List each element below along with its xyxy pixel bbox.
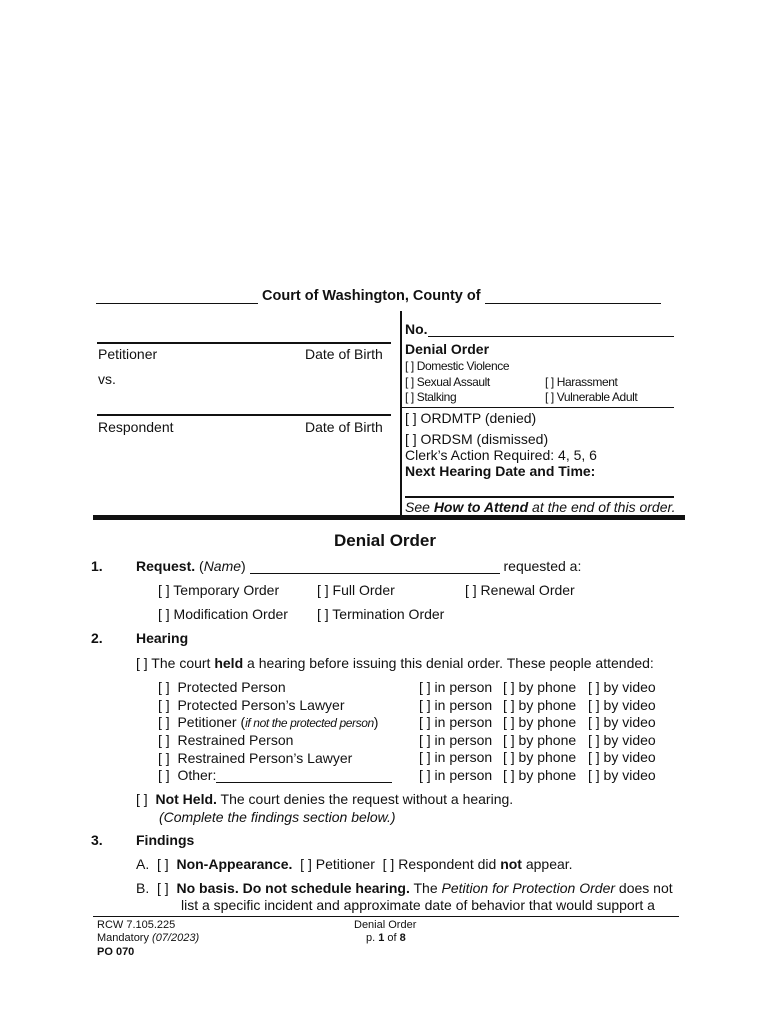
in-person-checkbox[interactable]: [ ] in person [419,766,493,783]
type-sexual-assault[interactable]: [ ] Sexual Assault [405,375,490,389]
next-hearing-blank[interactable] [405,496,674,498]
by-video-checkbox[interactable]: [ ] by video [588,696,656,713]
in-person-checkbox[interactable]: [ ] in person [419,749,493,766]
non-appearance-petitioner[interactable]: [ ] Petitioner [300,856,375,872]
court-title-line [96,288,661,304]
complete-findings-note: (Complete the findings section below.) [159,809,396,825]
footer-page-number: p. 1 of 8 [366,932,406,944]
vs-label: vs. [98,371,116,387]
type-domestic-violence[interactable]: [ ] Domestic Violence [405,359,510,373]
footer-center-title: Denial Order [354,919,417,931]
respondent-name-line[interactable] [97,414,391,416]
by-video-column [588,679,656,785]
hearing-held-checkbox[interactable]: [ ] The court held a hearing before issuing this denial order. These people attended: [136,655,654,671]
dob-label-petitioner: Date of Birth [305,346,383,362]
non-appearance-respondent[interactable]: [ ] Respondent did not appear. [382,856,573,872]
option-renewal-order[interactable]: [ ] Renewal Order [465,582,575,598]
option-temporary-order[interactable]: [ ] Temporary Order [158,582,280,598]
ordmtp-checkbox[interactable]: [ ] ORDMTP (denied) [405,410,537,426]
by-video-checkbox[interactable]: [ ] by video [588,749,656,766]
finding-b-no-basis[interactable]: B. [ ] No basis. Do not schedule hearing. The Petition for Protection Order does not [136,880,673,896]
in-person-checkbox[interactable]: [ ] in person [419,731,493,748]
in-person-checkbox[interactable]: [ ] in person [419,714,493,731]
case-number-label: No. [405,321,428,337]
clerks-action: Clerk’s Action Required: 4, 5, 6 [405,447,597,463]
requested-label: requested a: [503,558,582,574]
petitioner-name-line[interactable] [97,342,391,344]
attendee-row[interactable]: [ ] Protected Person’s Lawyer [158,697,345,713]
case-number-blank[interactable] [428,336,674,337]
section2-number: 2. [91,630,103,646]
attendee-row[interactable]: [ ] Restrained Person [158,732,294,748]
county-blank[interactable] [485,303,661,304]
section1-number: 1. [91,558,103,574]
type-vulnerable-adult[interactable]: [ ] Vulnerable Adult [545,390,638,404]
how-to-attend-link[interactable]: How to Attend [433,499,529,515]
caption-divider [400,311,402,517]
court-blank[interactable] [96,303,258,304]
next-hearing-label: Next Hearing Date and Time: [405,463,596,479]
footer-rule [93,916,679,917]
attendee-row[interactable]: [ ] Petitioner (if not the protected person) [158,714,379,730]
footer-mandatory: Mandatory (07/2023) [97,932,200,944]
other-attendee-blank[interactable] [216,782,392,783]
requester-name-blank[interactable] [250,573,500,574]
in-person-column [419,679,492,785]
in-person-checkbox[interactable]: [ ] in person [419,696,493,713]
section2-label: Hearing [136,630,189,646]
respondent-label: Respondent [98,419,174,435]
attendee-row[interactable]: [ ] Protected Person [158,679,286,695]
option-modification-order[interactable]: [ ] Modification Order [158,606,288,622]
by-video-checkbox[interactable]: [ ] by video [588,766,656,783]
by-phone-checkbox[interactable]: [ ] by phone [503,679,577,695]
footer-rcw: RCW 7.105.225 [97,919,176,931]
type-harassment[interactable]: [ ] Harassment [545,375,618,389]
section1-request-line: Request. (Name) requested a: [136,558,582,574]
option-termination-order[interactable]: [ ] Termination Order [317,606,445,622]
by-video-checkbox[interactable]: [ ] by video [588,679,656,695]
section1-label: Request. [136,558,196,574]
section3-label: Findings [136,832,195,848]
finding-a-non-appearance[interactable]: A. [ ] Non-Appearance. [ ] Petitioner [ ] Respondent did not appear. [136,856,573,872]
in-person-checkbox[interactable]: [ ] in person [419,679,493,695]
attendee-row[interactable]: [ ] Restrained Person’s Lawyer [158,750,353,766]
finding-b-continued: list a specific incident and approximate date of behavior that would support a [181,897,655,913]
caption-rule [401,407,674,408]
attendee-row[interactable]: [ ] Other: [158,767,392,783]
case-number-line [405,321,674,337]
order-title: Denial Order [405,341,490,357]
main-title: Denial Order [333,531,437,550]
section3-number: 3. [91,832,103,848]
not-held-checkbox[interactable]: [ ] Not Held. The court denies the request without a hearing. [136,791,514,807]
by-phone-checkbox[interactable]: [ ] by phone [503,749,577,766]
footer-form-code: PO 070 [97,946,135,958]
by-video-checkbox[interactable]: [ ] by video [588,714,656,731]
ordsm-checkbox[interactable]: [ ] ORDSM (dismissed) [405,431,549,447]
by-phone-checkbox[interactable]: [ ] by phone [503,696,577,713]
dob-label-respondent: Date of Birth [305,419,383,435]
by-phone-column [503,679,576,785]
header-thick-rule [93,515,685,520]
by-phone-checkbox[interactable]: [ ] by phone [503,766,577,783]
by-phone-checkbox[interactable]: [ ] by phone [503,731,577,748]
option-full-order[interactable]: [ ] Full Order [317,582,395,598]
type-stalking[interactable]: [ ] Stalking [405,390,457,404]
by-video-checkbox[interactable]: [ ] by video [588,731,656,748]
court-title: Court of Washington, County of [262,288,481,304]
by-phone-checkbox[interactable]: [ ] by phone [503,714,577,731]
petitioner-label: Petitioner [98,346,158,362]
see-how-to-attend: See How to Attend at the end of this order. [405,499,676,515]
